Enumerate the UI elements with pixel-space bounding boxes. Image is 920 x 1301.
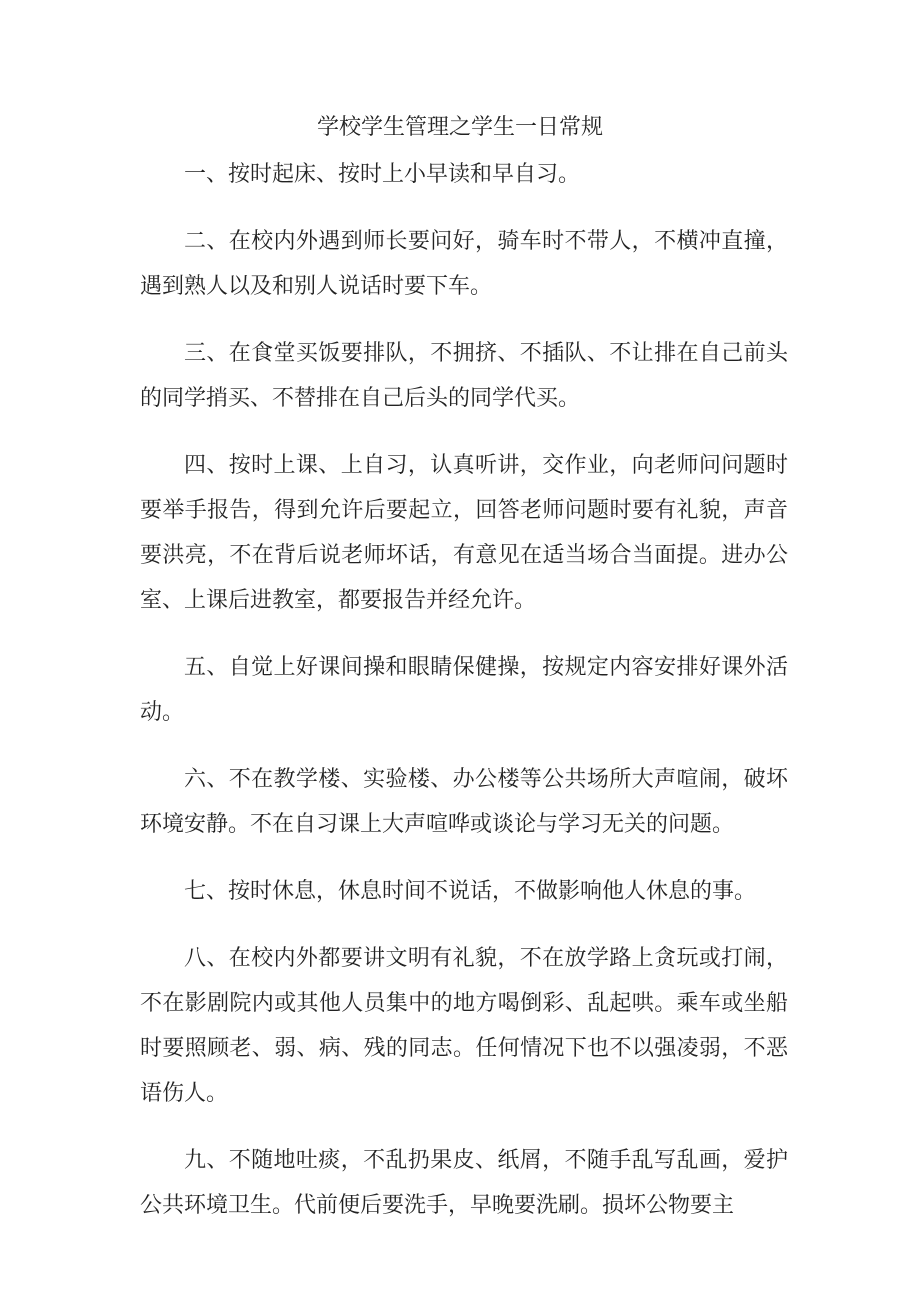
rule-paragraph-3: 三、在食堂买饭要排队，不拥挤、不插队、不让排在自己前头的同学捎买、不替排在自己后头的同学代买。 — [140, 341, 788, 411]
rule-paragraph-5: 五、自觉上好课间操和眼睛保健操，按规定内容安排好课外活动。 — [140, 655, 788, 725]
rule-paragraph-1: 一、按时起床、按时上小早读和早自习。 — [184, 162, 581, 187]
rule-paragraph-6: 六、不在教学楼、实验楼、办公楼等公共场所大声喧闹，破坏环境安静。不在自习课上大声喧哗或谈论与学习无关的问题。 — [140, 767, 788, 837]
document-body — [140, 152, 788, 1250]
rule-paragraph-2: 二、在校内外遇到师长要问好，骑车时不带人，不横冲直撞，遇到熟人以及和别人说话时要下车。 — [140, 229, 788, 299]
rule-paragraph-4: 四、按时上课、上自习，认真听讲，交作业，向老师问问题时要举手报告，得到允许后要起立，回答老师问题时要有礼貌，声音要洪亮，不在背后说老师坏话，有意见在适当场合当面提。进办公室、上课后进教室，都要报告并经允许。 — [140, 453, 788, 613]
rule-paragraph-9: 九、不随地吐痰，不乱扔果皮、纸屑，不随手乱写乱画，爱护公共环境卫生。代前便后要洗手，早晚要洗刷。损坏公物要主 — [140, 1148, 788, 1218]
document-title: 学校学生管理之学生一日常规 — [316, 115, 603, 140]
rule-paragraph-7: 七、按时休息，休息时间不说话，不做影响他人休息的事。 — [184, 879, 757, 904]
rule-paragraph-8: 八、在校内外都要讲文明有礼貌，不在放学路上贪玩或打闹，不在影剧院内或其他人员集中的地方喝倒彩、乱起哄。乘车或坐船时要照顾老、弱、病、残的同志。任何情况下也不以强凌弱，不恶语伤人。 — [140, 946, 788, 1106]
